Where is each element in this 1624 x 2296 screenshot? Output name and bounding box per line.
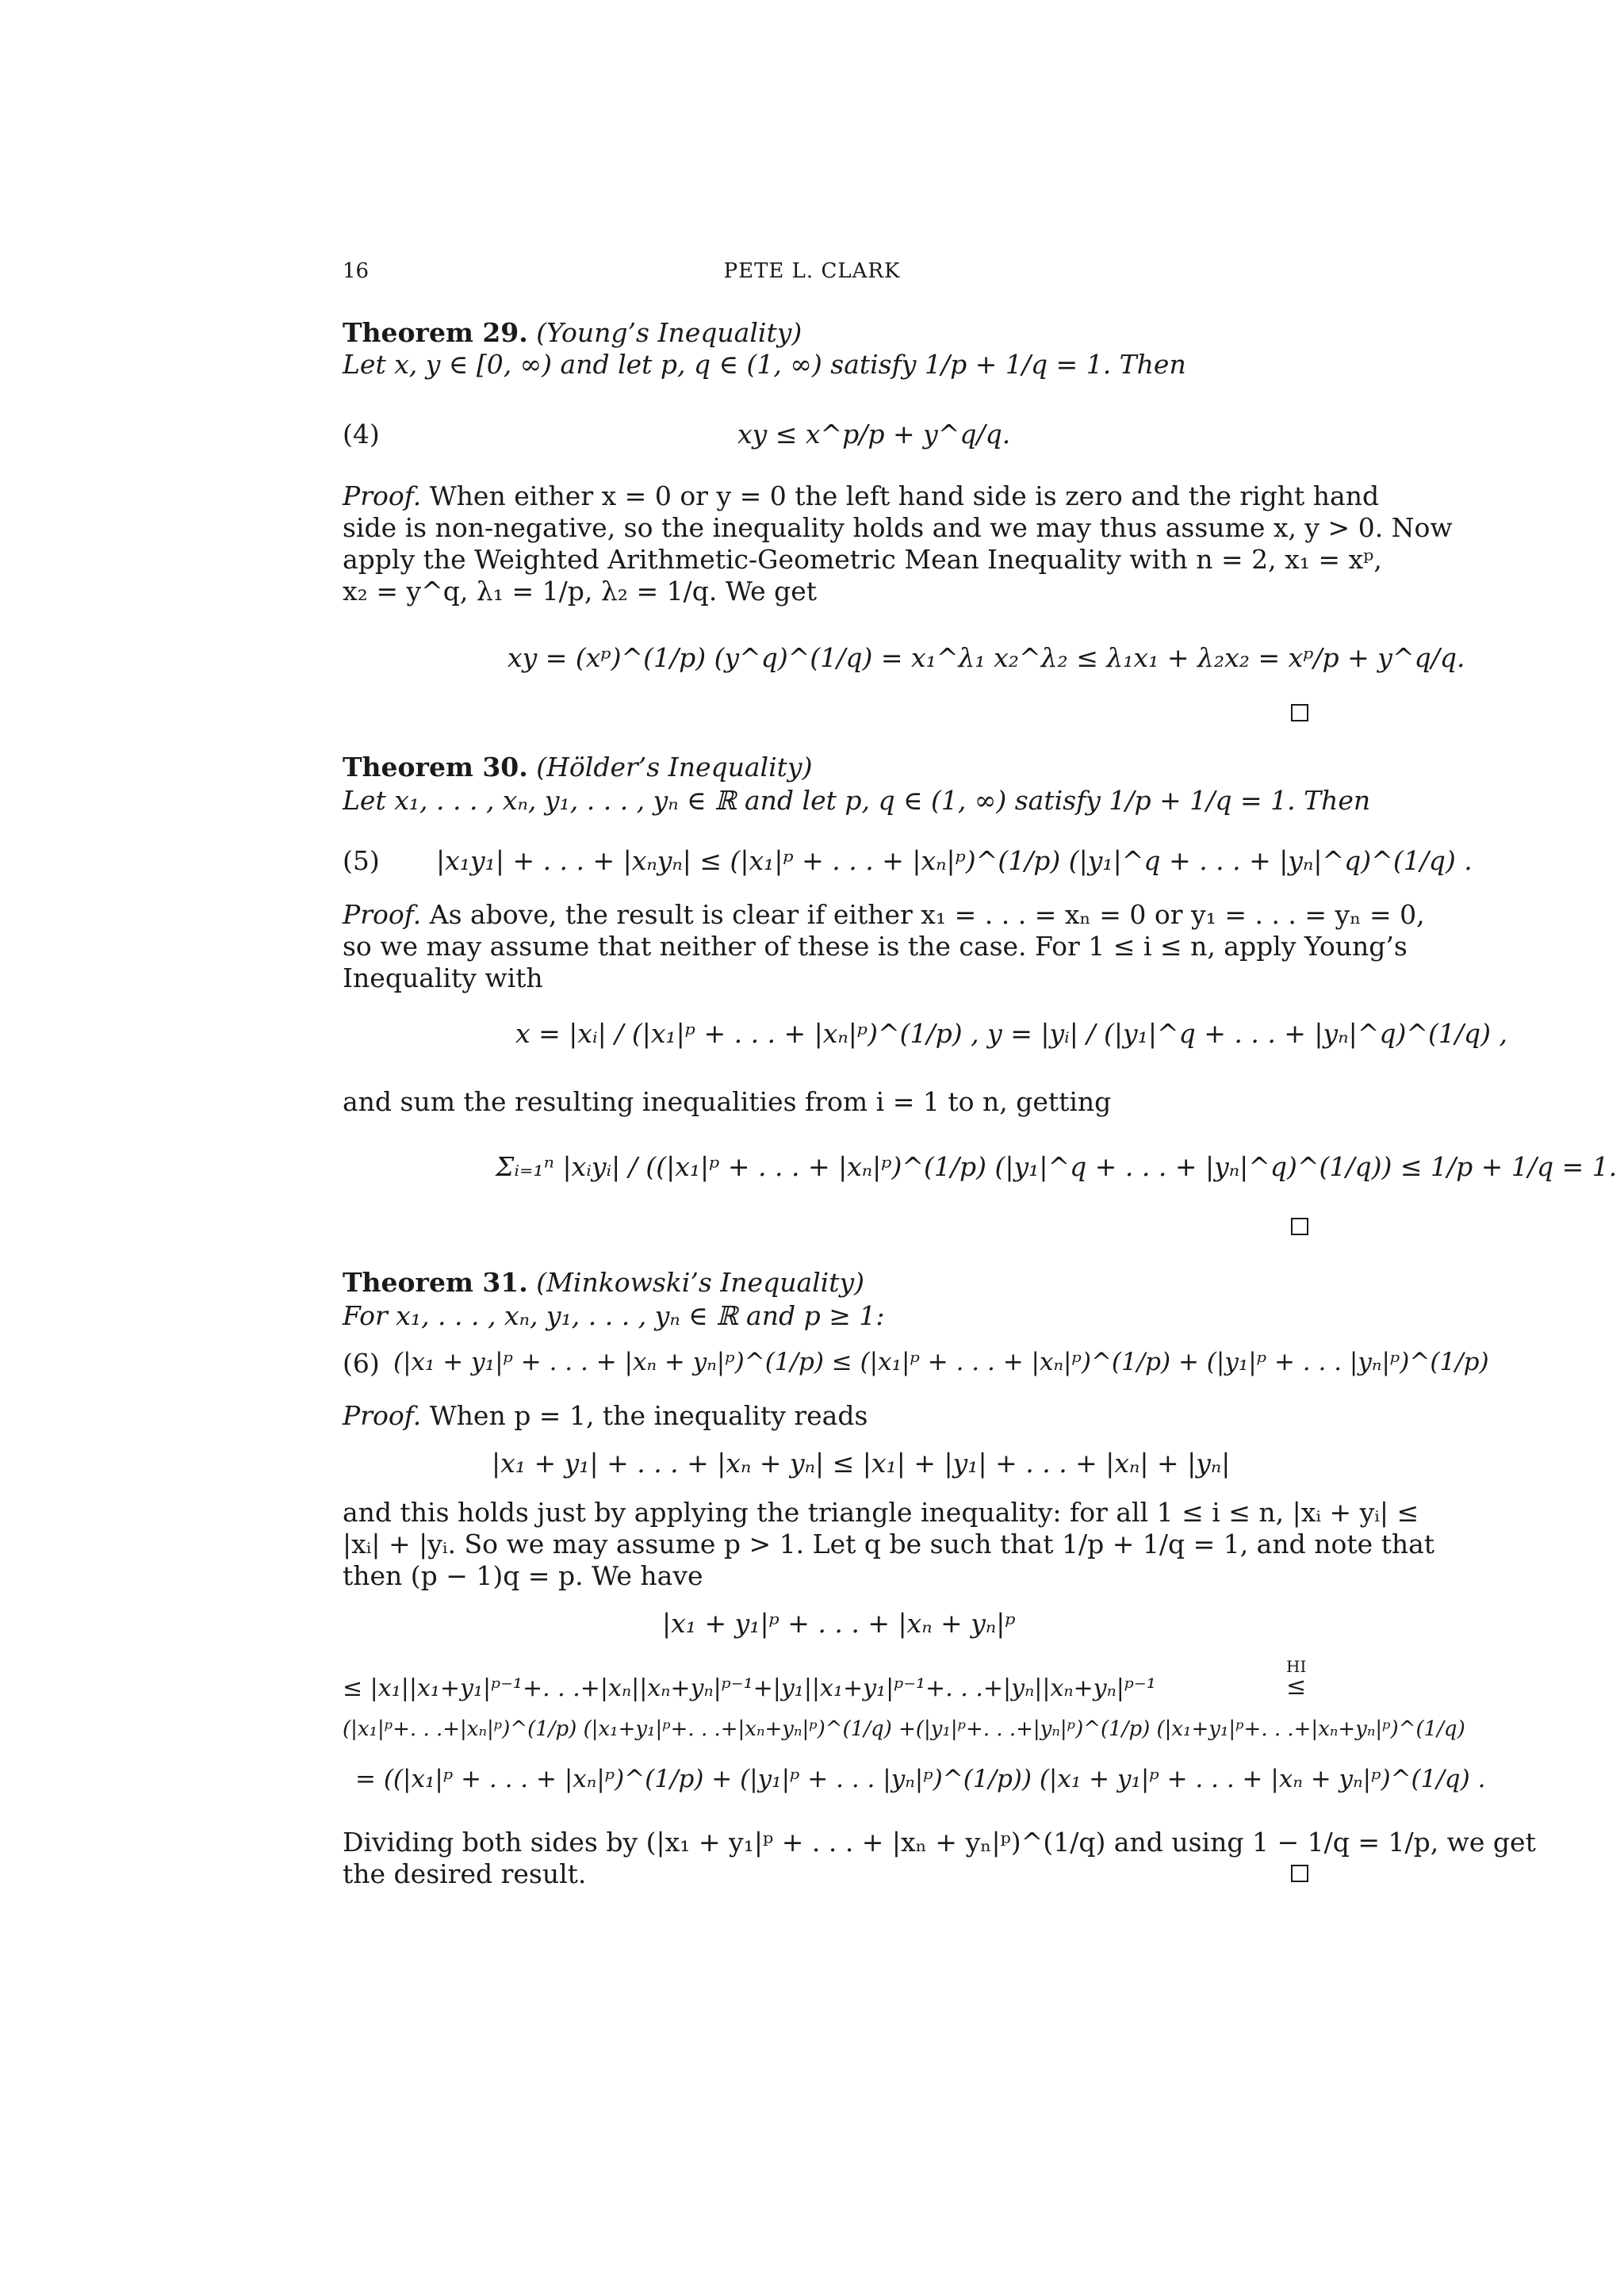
proof-31-display-equation-4: (|x₁|ᵖ+. . .+|xₙ|ᵖ)^(1/p) (|x₁+y₁|ᵖ+. . .+|xₙ+yₙ|ᵖ)^(1/q) +(|y₁|ᵖ+. . .+|yₙ|ᵖ)^(1/p) (|x₁+y₁|ᵖ+. . .+|xₙ+yₙ|ᵖ)^(1/q): [343, 1717, 1465, 1741]
theorem-29-statement: Let x, y ∈ [0, ∞) and let p, q ∈ (1, ∞) satisfy 1/p + 1/q = 1. Then: [343, 349, 1186, 380]
proof-31-line-6: the desired result.: [343, 1858, 587, 1889]
proof-31-display-equation-2: |x₁ + y₁|ᵖ + . . . + |xₙ + yₙ|ᵖ: [662, 1608, 1016, 1639]
theorem-31-statement: For x₁, . . . , xₙ, y₁, . . . , yₙ ∈ ℝ and p ≥ 1:: [343, 1300, 885, 1331]
theorem-30-statement: Let x₁, . . . , xₙ, y₁, . . . , yₙ ∈ ℝ and let p, q ∈ (1, ∞) satisfy 1/p + 1/q = 1. Then: [343, 785, 1371, 816]
proof-31-display-equation-3: ≤ |x₁||x₁+y₁|ᵖ⁻¹+. . .+|xₙ||xₙ+yₙ|ᵖ⁻¹+|y₁||x₁+y₁|ᵖ⁻¹+. . .+|yₙ||xₙ+yₙ|ᵖ⁻¹: [343, 1674, 1156, 1702]
proof-label: Proof.: [343, 1400, 422, 1431]
proof-29-line-3: apply the Weighted Arithmetic-Geometric Mean Inequality with n = 2, x₁ = xᵖ,: [343, 544, 1382, 575]
page-number: 16: [343, 259, 370, 283]
proof-30-display-equation-2: Σᵢ₌₁ⁿ |xᵢyᵢ| / ((|x₁|ᵖ + . . . + |xₙ|ᵖ)^(1/p) (|y₁|^q + . . . + |yₙ|^q)^(1/q)) ≤ 1/p + 1/q = 1.: [496, 1151, 1618, 1182]
proof-label: Proof.: [343, 480, 422, 511]
proof-29-line-2: side is non-negative, so the inequality holds and we may thus assume x, y > 0. Now: [343, 512, 1453, 543]
qed-square-icon: [1291, 1218, 1308, 1235]
theorem-29-heading: [343, 317, 802, 349]
equation-6: (|x₁ + y₁|ᵖ + . . . + |xₙ + yₙ|ᵖ)^(1/p) ≤ (|x₁|ᵖ + . . . + |xₙ|ᵖ)^(1/p) + (|y₁|ᵖ + . . . |yₙ|ᵖ)^(1/p): [393, 1348, 1489, 1376]
proof-30-line-1: [343, 899, 1425, 931]
proof-31-line-2: and this holds just by applying the triangle inequality: for all 1 ≤ i ≤ n, |xᵢ + yᵢ| ≤: [343, 1497, 1419, 1528]
running-head: PETE L. CLARK: [723, 259, 901, 283]
proof-31-line-5: Dividing both sides by (|x₁ + y₁|ᵖ + . . . + |xₙ + yₙ|ᵖ)^(1/q) and using 1 − 1/q = 1/p, we get: [343, 1827, 1536, 1858]
proof-text: As above, the result is clear if either x₁ = . . . = xₙ = 0 or y₁ = . . . = yₙ = 0,: [429, 899, 1425, 930]
proof-29-line-1: [343, 480, 1379, 512]
qed-square-icon: [1291, 704, 1308, 721]
equation-4: xy ≤ x^p/p + y^q/q.: [737, 419, 1011, 450]
proof-text: When p = 1, the inequality reads: [429, 1400, 868, 1431]
proof-31-line-1: [343, 1400, 868, 1432]
proof-29-display-equation: xy = (xᵖ)^(1/p) (y^q)^(1/q) = x₁^λ₁ x₂^λ₂ ≤ λ₁x₁ + λ₂x₂ = xᵖ/p + y^q/q.: [508, 642, 1465, 673]
equation-number-5: (5): [343, 845, 380, 876]
equation-5: |x₁y₁| + . . . + |xₙyₙ| ≤ (|x₁|ᵖ + . . . + |xₙ|ᵖ)^(1/p) (|y₁|^q + . . . + |yₙ|^q)^(1/q) .: [436, 845, 1473, 876]
proof-31-line-3: |xᵢ| + |yᵢ. So we may assume p > 1. Let q be such that 1/p + 1/q = 1, and note that: [343, 1529, 1435, 1559]
equation-number-4: (4): [343, 419, 380, 450]
theorem-name: (Young’s Inequality): [536, 317, 802, 348]
proof-30-display-equation-1: x = |xᵢ| / (|x₁|ᵖ + . . . + |xₙ|ᵖ)^(1/p) , y = |yᵢ| / (|y₁|^q + . . . + |yₙ|^q)^(1/q) ,: [515, 1018, 1507, 1049]
proof-29-line-4: x₂ = y^q, λ₁ = 1/p, λ₂ = 1/q. We get: [343, 576, 818, 607]
theorem-label: Theorem 29.: [343, 317, 528, 348]
theorem-name: (Minkowski’s Inequality): [536, 1267, 865, 1298]
proof-30-line-3: Inequality with: [343, 962, 543, 993]
proof-30-line-4: and sum the resulting inequalities from i = 1 to n, getting: [343, 1086, 1112, 1117]
theorem-name: (Hölder’s Inequality): [536, 752, 813, 783]
proof-text: When either x = 0 or y = 0 the left hand side is zero and the right hand: [429, 480, 1380, 511]
proof-31-display-equation-5: = ((|x₁|ᵖ + . . . + |xₙ|ᵖ)^(1/p) + (|y₁|ᵖ + . . . |yₙ|ᵖ)^(1/p)) (|x₁ + y₁|ᵖ + . . . + |xₙ + yₙ|ᵖ)^(1/q) .: [355, 1765, 1486, 1793]
theorem-label: Theorem 31.: [343, 1267, 528, 1298]
equation-number-6: (6): [343, 1348, 380, 1379]
qed-square-icon: [1291, 1865, 1308, 1882]
proof-31-display-equation-1: |x₁ + y₁| + . . . + |xₙ + yₙ| ≤ |x₁| + |y₁| + . . . + |xₙ| + |yₙ|: [492, 1448, 1231, 1479]
theorem-30-heading: [343, 752, 812, 783]
theorem-label: Theorem 30.: [343, 752, 528, 783]
proof-31-line-4: then (p − 1)q = p. We have: [343, 1560, 703, 1591]
holder-inequality-marker: HI: [1286, 1657, 1307, 1676]
proof-label: Proof.: [343, 899, 422, 930]
holder-relation-symbol: ≤: [1286, 1673, 1307, 1701]
theorem-31-heading: [343, 1267, 864, 1299]
proof-30-line-2: so we may assume that neither of these is the case. For 1 ≤ i ≤ n, apply Young’s: [343, 931, 1408, 962]
